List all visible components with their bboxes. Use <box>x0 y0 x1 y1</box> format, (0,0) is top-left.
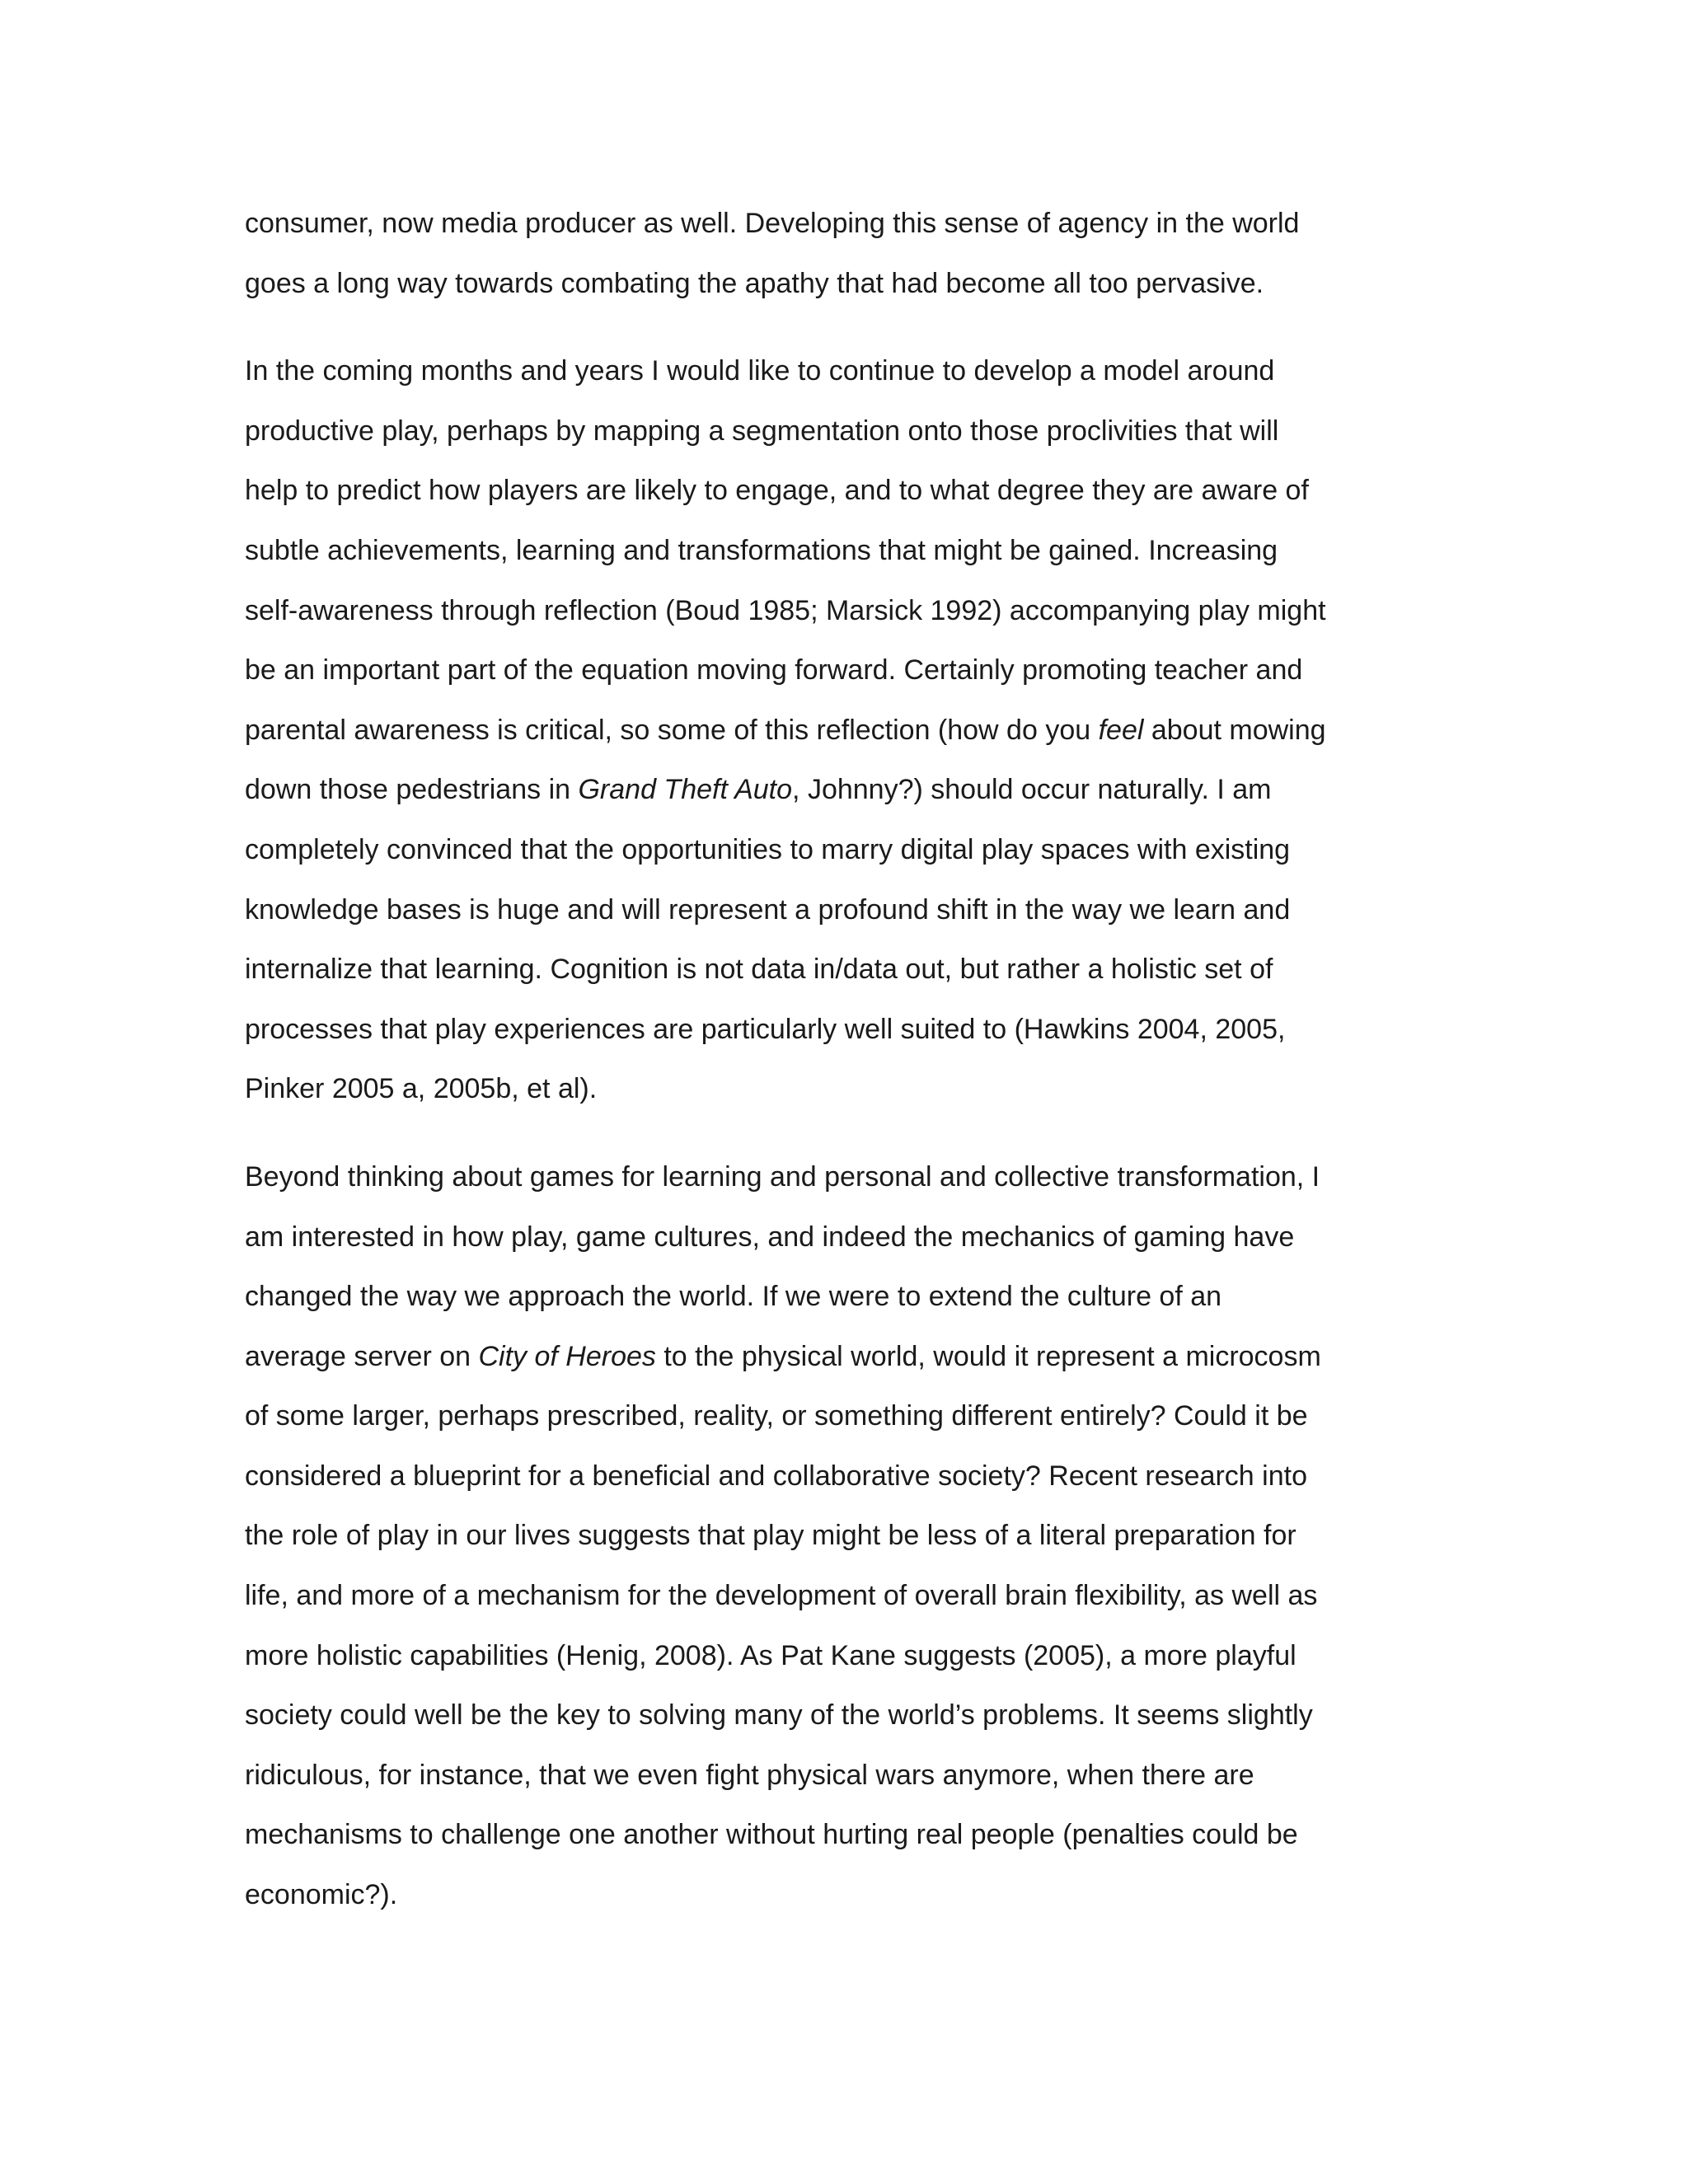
text-line: be an important part of the equation moving forward. Certainly promoting teacher and <box>245 654 1303 687</box>
text-line: In the coming months and years I would like to continue to develop a model around <box>245 355 1275 387</box>
text-line: economic?). <box>245 1879 398 1911</box>
text-line: am interested in how play, game cultures, and indeed the mechanics of gaming have <box>245 1221 1295 1253</box>
text-line: help to predict how players are likely to engage, and to what degree they are aware of <box>245 475 1309 507</box>
text-line: down those pedestrians in Grand Theft Auto, Johnny?) should occur naturally. I am <box>245 774 1272 806</box>
text-line: the role of play in our lives suggests that play might be less of a literal preparation for <box>245 1520 1296 1552</box>
italic-emphasis: feel <box>1098 714 1144 746</box>
text-line: internalize that learning. Cognition is not data in/data out, but rather a holistic set of <box>245 954 1273 986</box>
text-line: more holistic capabilities (Henig, 2008). As Pat Kane suggests (2005), a more playful <box>245 1639 1296 1671</box>
text-line: self-awareness through reflection (Boud 1985; Marsick 1992) accompanying play might <box>245 594 1326 626</box>
text-line: processes that play experiences are particularly well suited to (Hawkins 2004, 2005, <box>245 1013 1286 1045</box>
text-line: completely convinced that the opportunities to marry digital play spaces with existing <box>245 833 1291 865</box>
italic-title: Grand Theft Auto <box>578 774 793 806</box>
text-line: considered a blueprint for a beneficial and collaborative society? Recent research into <box>245 1460 1307 1492</box>
text-line: productive play, perhaps by mapping a segmentation onto those proclivities that will <box>245 415 1279 447</box>
text-line: knowledge bases is huge and will represent a profound shift in the way we learn and <box>245 893 1291 926</box>
text-line: goes a long way towards combating the apathy that had become all too pervasive. <box>245 267 1264 299</box>
paragraph <box>245 341 1448 1119</box>
text-line: average server on City of Heroes to the physical world, would it represent a microcosm <box>245 1340 1321 1372</box>
text-line: subtle achievements, learning and transformations that might be gained. Increasing <box>245 534 1278 566</box>
text-line: mechanisms to challenge one another without hurting real people (penalties could be <box>245 1819 1298 1851</box>
text-line: of some larger, perhaps prescribed, reality, or something different entirely? Could it be <box>245 1400 1308 1432</box>
text-line: ridiculous, for instance, that we even fight physical wars anymore, when there are <box>245 1759 1254 1791</box>
document-body <box>245 194 1448 1925</box>
text-line: parental awareness is critical, so some of this reflection (how do you feel about mowing <box>245 714 1326 746</box>
text-line: Beyond thinking about games for learning and personal and collective transformation, I <box>245 1160 1320 1193</box>
text-line: life, and more of a mechanism for the development of overall brain flexibility, as well as <box>245 1580 1318 1612</box>
paragraph-spacer <box>245 313 1448 341</box>
text-line: society could well be the key to solving many of the world’s problems. It seems slightly <box>245 1699 1313 1732</box>
text-line: consumer, now media producer as well. Developing this sense of agency in the world <box>245 208 1300 239</box>
text-line: Pinker 2005 a, 2005b, et al). <box>245 1073 598 1105</box>
italic-title: City of Heroes <box>478 1340 656 1372</box>
paragraph-spacer <box>245 1119 1448 1147</box>
paragraph <box>245 194 1448 313</box>
text-line: changed the way we approach the world. If we were to extend the culture of an <box>245 1281 1222 1313</box>
paragraph <box>245 1147 1448 1925</box>
